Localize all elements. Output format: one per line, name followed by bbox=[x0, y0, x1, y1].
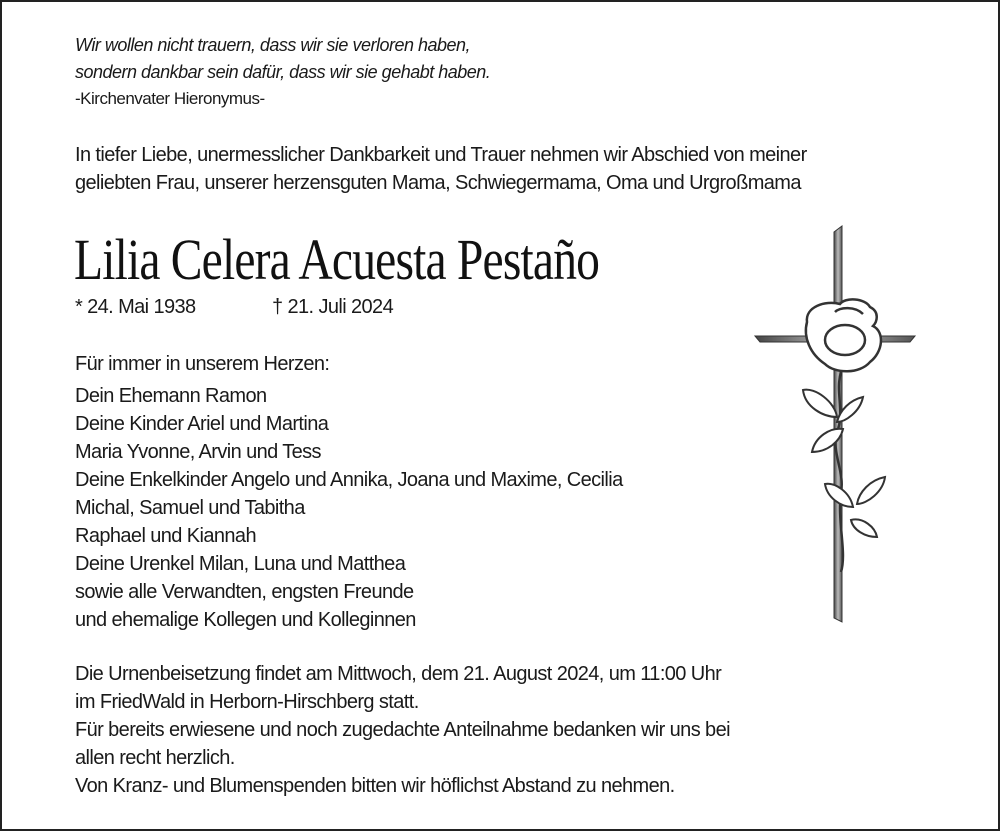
mourner-line: Dein Ehemann Ramon bbox=[75, 385, 267, 407]
closing-line: Von Kranz- und Blumenspenden bitten wir höflichst Abstand zu nehmen. bbox=[75, 775, 675, 797]
mourner-line: Deine Enkelkinder Angelo und Annika, Joana und Maxime, Cecilia bbox=[75, 469, 623, 491]
mourner-line: Raphael und Kiannah bbox=[75, 525, 256, 547]
quote-line: sondern dankbar sein dafür, dass wir sie gehabt haben. bbox=[75, 62, 491, 82]
closing-line: im FriedWald in Herborn-Hirschberg statt. bbox=[75, 691, 419, 713]
mourner-line: sowie alle Verwandten, engsten Freunde bbox=[75, 581, 414, 603]
quote-author: -Kirchenvater Hieronymus- bbox=[75, 89, 265, 108]
leaf-icons bbox=[803, 390, 885, 537]
intro-line: geliebten Frau, unserer herzensguten Mama, Schwiegermama, Oma und Urgroßmama bbox=[75, 172, 801, 194]
mourner-line: Maria Yvonne, Arvin und Tess bbox=[75, 441, 321, 463]
closing-line: Die Urnenbeisetzung findet am Mittwoch, dem 21. August 2024, um 11:00 Uhr bbox=[75, 663, 722, 685]
birth-date: * 24. Mai 1938 bbox=[75, 296, 196, 318]
closing-line: allen recht herzlich. bbox=[75, 747, 235, 769]
mourner-line: Deine Urenkel Milan, Luna und Matthea bbox=[75, 553, 406, 575]
mourner-line: Michal, Samuel und Tabitha bbox=[75, 497, 305, 519]
cross-with-rose-icon bbox=[745, 222, 935, 632]
deceased-name: Lilia Celera Acuesta Pestaño bbox=[74, 227, 600, 292]
mourner-line: und ehemalige Kollegen und Kolleginnen bbox=[75, 609, 416, 631]
intro-line: In tiefer Liebe, unermesslicher Dankbarkeit und Trauer nehmen wir Abschied von meiner bbox=[75, 144, 807, 166]
closing-line: Für bereits erwiesene und noch zugedachte Anteilnahme bedanken wir uns bei bbox=[75, 719, 730, 741]
mourner-line: Deine Kinder Ariel und Martina bbox=[75, 413, 329, 435]
cross-icon bbox=[755, 226, 915, 622]
quote-line: Wir wollen nicht trauern, dass wir sie verloren haben, bbox=[75, 35, 471, 55]
death-date: † 21. Juli 2024 bbox=[272, 296, 394, 318]
mourners-heading: Für immer in unserem Herzen: bbox=[75, 353, 330, 375]
